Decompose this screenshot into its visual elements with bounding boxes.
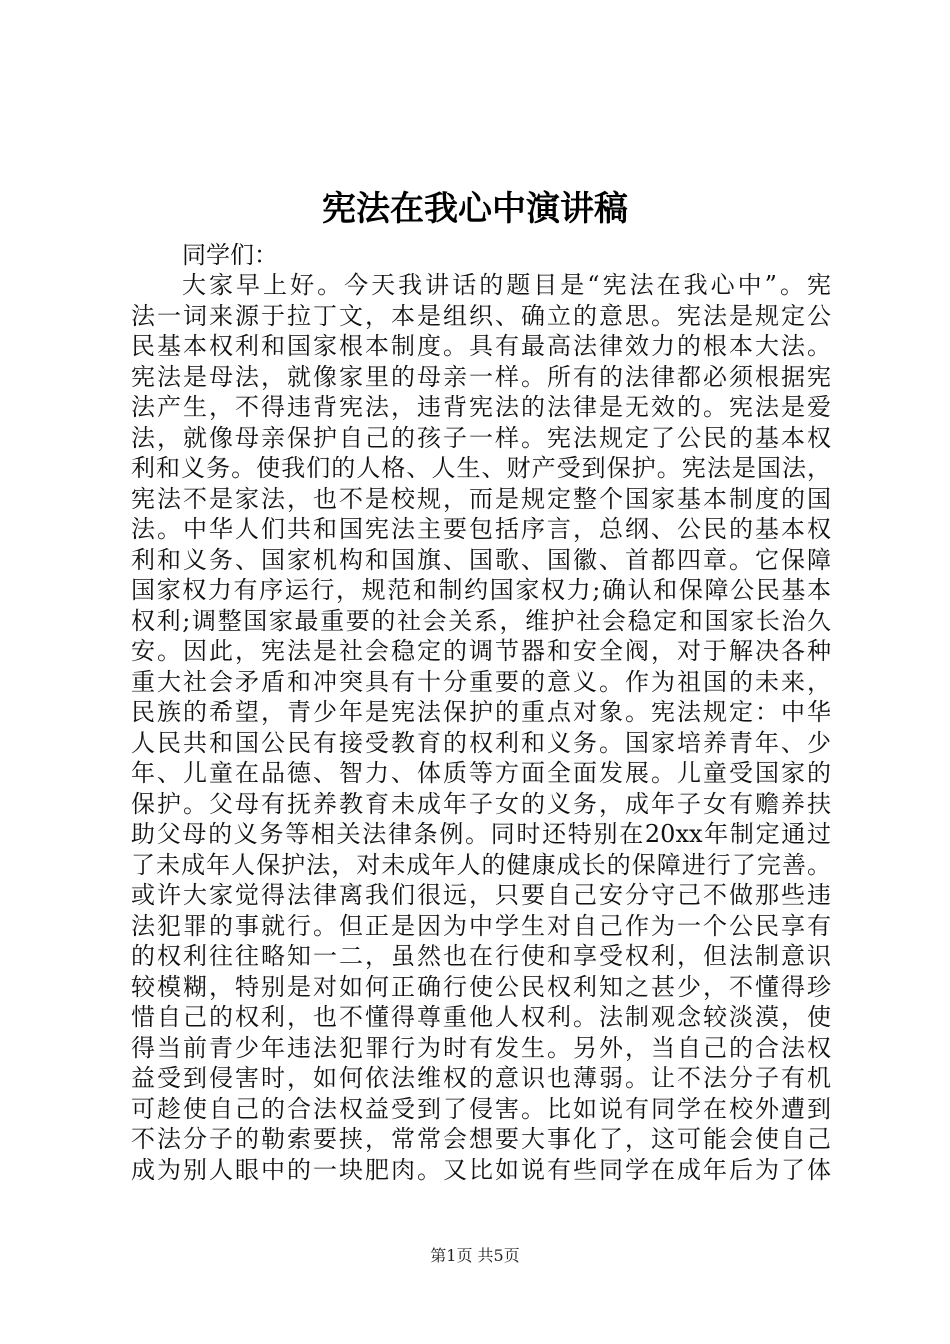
body-line: 法。中华人们共和国宪法主要包括序言，总纲、公民的基本权 bbox=[131, 515, 831, 543]
body-line: 法一词来源于拉丁文，本是组织、确立的意思。宪法是规定公 bbox=[131, 301, 831, 330]
body-line: 法犯罪的事就行。但正是因为中学生对自己作为一个公民享有 bbox=[131, 911, 831, 940]
body-line: 得当前青少年违法犯罪行为时有发生。另外，当自己的合法权 bbox=[131, 1033, 831, 1062]
body-line: 宪法是母法，就像家里的母亲一样。所有的法律都必须根据宪 bbox=[131, 362, 831, 391]
body-line: 助父母的义务等相关法律条例。同时还特别在20xx年制定通过 bbox=[131, 820, 831, 848]
body-line: 人民共和国公民有接受教育的权利和义务。国家培养青年、少 bbox=[131, 728, 831, 757]
document-title: 宪法在我心中演讲稿 bbox=[322, 189, 628, 229]
body-line: 宪法不是家法，也不是校规，而是规定整个国家基本制度的国 bbox=[131, 484, 831, 513]
body-line: 法产生，不得违背宪法，违背宪法的法律是无效的。宪法是爱 bbox=[131, 393, 831, 421]
body-line: 或许大家觉得法律离我们很远，只要自己安分守己不做那些违 bbox=[131, 881, 831, 909]
body-line: 较模糊，特别是对如何正确行使公民权利知之甚少，不懂得珍 bbox=[131, 972, 831, 1001]
body-line: 国家权力有序运行，规范和制约国家权力;确认和保障公民基本 bbox=[131, 576, 831, 604]
body-line: 权利;调整国家最重要的社会关系，维护社会稳定和国家长治久 bbox=[131, 606, 831, 635]
body-line: 保护。父母有抚养教育未成年子女的义务，成年子女有赡养扶 bbox=[131, 789, 831, 818]
body-line: 益受到侵害时，如何依法维权的意识也薄弱。让不法分子有机 bbox=[131, 1064, 831, 1092]
body-line: 的权利往往略知一二，虽然也在行使和享受权利，但法制意识 bbox=[131, 942, 831, 970]
body-line: 年、儿童在品德、智力、体质等方面全面发展。儿童受国家的 bbox=[131, 759, 831, 787]
page-footer: 第1页 共5页 bbox=[430, 1246, 520, 1265]
body-line: 可趁使自己的合法权益受到了侵害。比如说有同学在校外遭到 bbox=[131, 1094, 831, 1123]
body-line: 利和义务。使我们的人格、人生、财产受到保护。宪法是国法， bbox=[131, 454, 831, 482]
body-line: 民基本权利和国家根本制度。具有最高法律效力的根本大法。 bbox=[131, 332, 831, 360]
body-line: 成为别人眼中的一块肥肉。又比如说有些同学在成年后为了体 bbox=[131, 1155, 831, 1184]
body-line: 利和义务、国家机构和国旗、国歌、国徽、首都四章。它保障 bbox=[131, 545, 831, 574]
body-line: 重大社会矛盾和冲突具有十分重要的意义。作为祖国的未来， bbox=[131, 667, 831, 696]
body-line: 法，就像母亲保护自己的孩子一样。宪法规定了公民的基本权 bbox=[131, 423, 831, 452]
body-line: 不法分子的勒索要挟，常常会想要大事化了，这可能会使自己 bbox=[131, 1125, 831, 1153]
greeting-line: 同学们： bbox=[182, 241, 278, 269]
body-line: 安。因此，宪法是社会稳定的调节器和安全阀，对于解决各种 bbox=[131, 637, 831, 665]
body-line: 了未成年人保护法，对未成年人的健康成长的保障进行了完善。 bbox=[131, 850, 831, 879]
body-line: 惜自己的权利，也不懂得尊重他人权利。法制观念较淡漠，使 bbox=[131, 1003, 831, 1031]
body-line: 大家早上好。今天我讲话的题目是“宪法在我心中”。宪 bbox=[182, 271, 831, 299]
body-line: 民族的希望，青少年是宪法保护的重点对象。宪法规定：中华 bbox=[131, 698, 831, 726]
